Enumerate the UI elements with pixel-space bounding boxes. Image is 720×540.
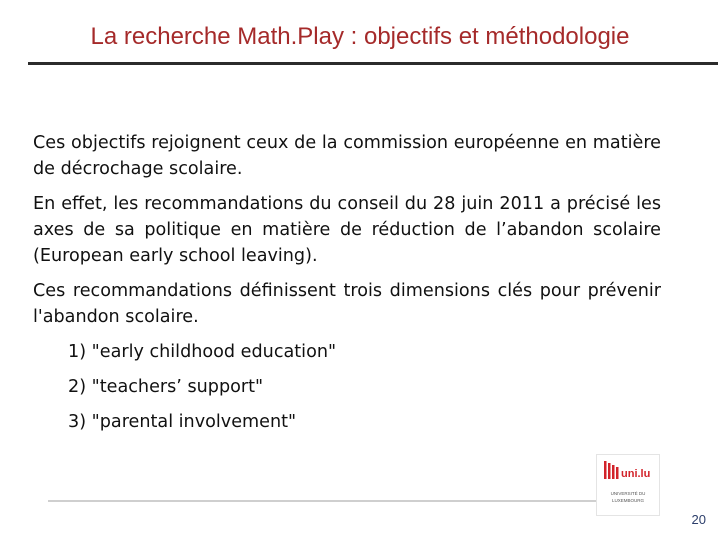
- footer-divider: [48, 500, 598, 502]
- uni-lu-logo-icon: [597, 455, 659, 515]
- slide-body: [33, 130, 661, 444]
- university-logo: [596, 454, 660, 516]
- logo-tagline-1: UNIVERSITÉ DU: [610, 491, 646, 496]
- dimensions-list: [33, 339, 661, 435]
- paragraph-recommendations: En effet, les recommandations du conseil du 28 juin 2011 a précisé les axes de sa politique en matière de réduction de l’abandon scolaire (European early school leaving).: [33, 194, 661, 266]
- paragraph-dimensions: Ces recommandations définissent trois dimensions clés pour prévenir l'abandon scolaire.: [33, 281, 661, 327]
- slide-title: La recherche Math.Play : objectifs et méthodologie: [90, 23, 630, 50]
- logo-mark: uni.lu: [621, 468, 651, 480]
- title-underline: [28, 62, 718, 65]
- paragraph-objectives: Ces objectifs rejoignent ceux de la commission européenne en matière de décrochage scolaire.: [33, 133, 661, 179]
- list-item: 3) "parental involvement": [68, 412, 297, 432]
- logo-tagline-2: LUXEMBOURG: [611, 498, 645, 503]
- list-item: 2) "teachers’ support": [68, 377, 264, 397]
- page-number: 20: [691, 512, 706, 527]
- list-item: 1) "early childhood education": [68, 342, 337, 362]
